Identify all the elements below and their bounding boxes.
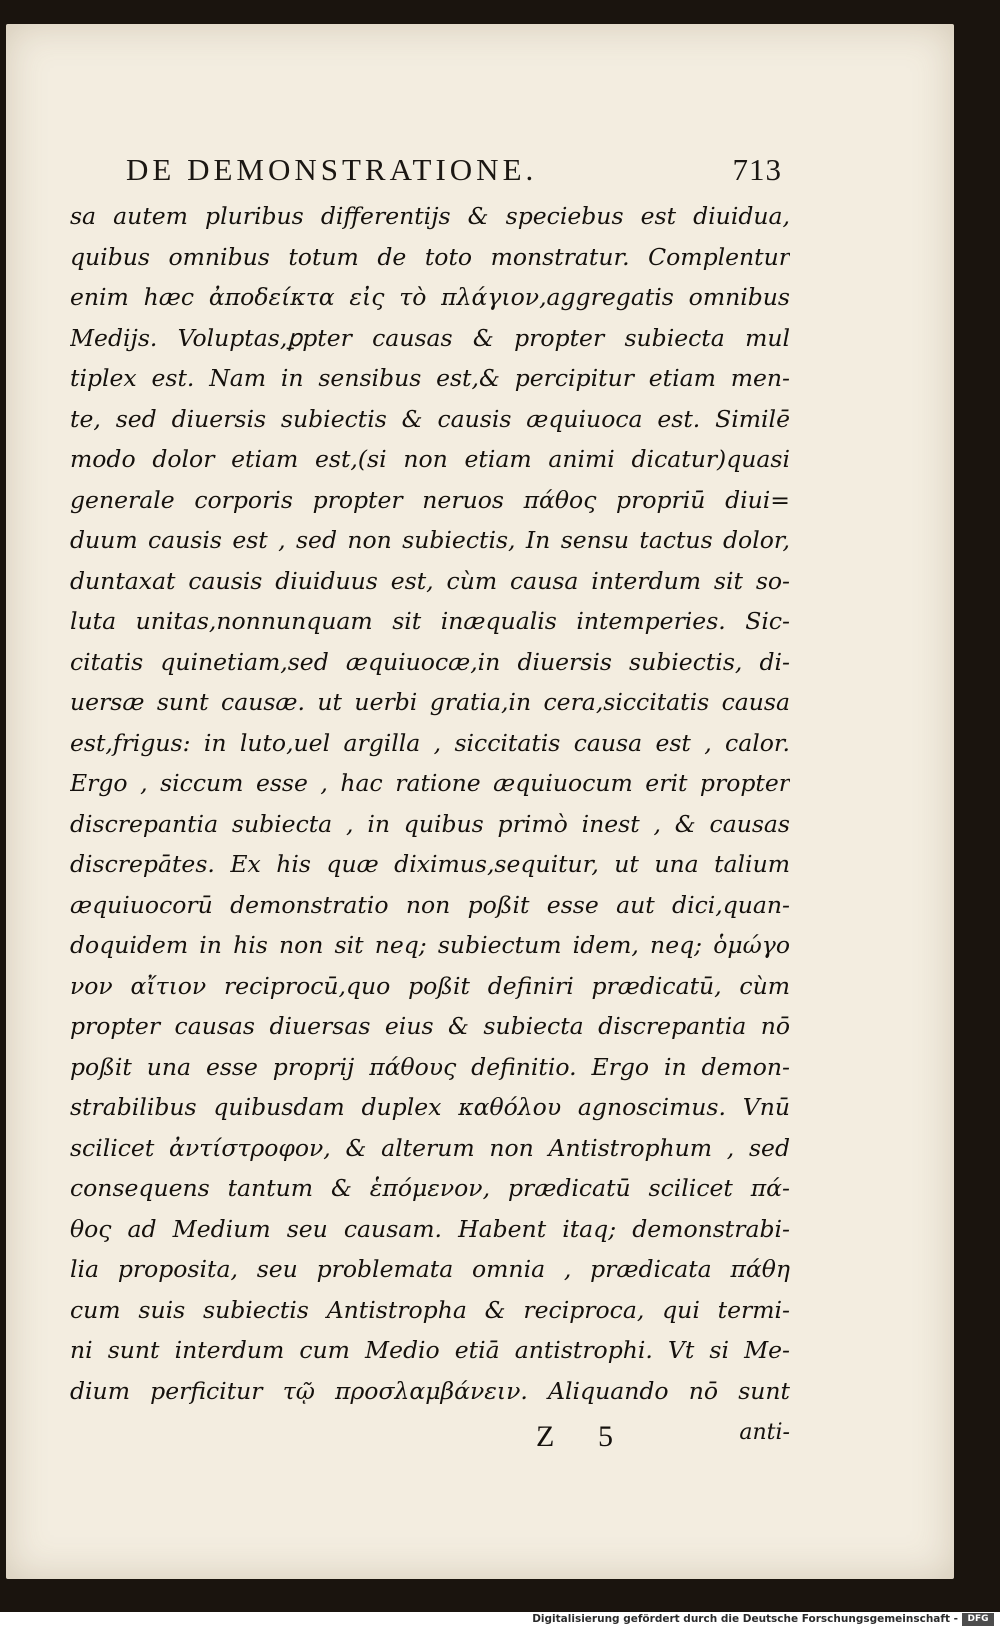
running-head (70, 152, 790, 196)
text-line: poßit una esse proprij πάθους definitio. Ergo in demon- (70, 1052, 790, 1081)
text-line: θος ad Medium seu causam. Habent itaq; demonstrabi- (70, 1214, 790, 1243)
text-line: Medijs. Voluptas,ꝑpter causas & propter subiecta mul (70, 323, 790, 352)
text-line: lia proposita, seu problemata omnia , prædicata πάθη (70, 1255, 790, 1283)
text-line: duum causis est , sed non subiectis, In sensu tactus dolor, (70, 526, 790, 554)
text-line: citatis quinetiam,sed æquiuocæ,in diuersis subiectis, di- (70, 647, 790, 676)
digitization-footer (0, 1612, 1000, 1628)
text-line: modo dolor etiam est,(si non etiam animi dicatur)quasi (70, 445, 790, 473)
text-line: tiplex est. Nam in sensibus est,& percipitur etiam men- (70, 364, 790, 392)
text-line: generale corporis propter neruos πάθος propriū diui= (70, 485, 790, 514)
text-line: consequens tantum & ἑπόμενον, prædicatū scilicet πά- (70, 1174, 790, 1202)
body-text (70, 196, 790, 1411)
funding-credit: Digitalisierung gefördert durch die Deutsche Forschungsgemeinschaft - (532, 1613, 958, 1625)
text-line: est,frigus: in luto,uel argilla , siccitatis causa est , calor. (70, 728, 790, 757)
text-line: luta unitas,nonnunquam sit inæqualis intemperies. Sic- (70, 607, 790, 635)
text-line: æquiuocorū demonstratio non poßit esse aut dici,quan- (70, 890, 790, 919)
text-line: νον αἴτιον reciprocū,quo poßit definiri prædicatū, cùm (70, 971, 790, 1000)
text-line: discrepantia subiecta , in quibus primò inest , & causas (70, 809, 790, 838)
text-line: quibus omnibus totum de toto monstratur. Complentur (70, 242, 790, 271)
catchword: anti- (739, 1420, 790, 1445)
text-line: te, sed diuersis subiectis & causis æquiuoca est. Similē (70, 404, 790, 433)
signature-mark: Z (536, 1420, 555, 1453)
text-line: duntaxat causis diuiduus est, cùm causa interdum sit so- (70, 566, 790, 595)
text-line: scilicet ἀντίστροφον, & alterum non Antistrophum , sed (70, 1133, 790, 1162)
signature-number: 5 (598, 1420, 613, 1453)
text-line: enim hæc ἀποδείκτα εἰς τὸ πλάγιον,aggregatis omnibus (70, 283, 790, 311)
page-text-block (70, 152, 790, 1411)
book-page (6, 24, 954, 1579)
text-line: uersæ sunt causæ. ut uerbi gratia,in cera,siccitatis causa (70, 688, 790, 716)
text-line: doquidem in his non sit neq; subiectum idem, neq; ὁμώγο (70, 931, 790, 959)
text-line: Ergo , siccum esse , hac ratione æquiuocum erit propter (70, 769, 790, 797)
text-line: cum suis subiectis Antistropha & reciproca, qui termi- (70, 1295, 790, 1324)
text-line: strabilibus quibusdam duplex καθόλου agnoscimus. Vnū (70, 1093, 790, 1121)
folio-number: 713 (732, 152, 782, 187)
text-line: sa autem pluribus differentijs & speciebus est diuidua, (70, 202, 790, 230)
text-line: ni sunt interdum cum Medio etiā antistrophi. Vt si Me- (70, 1336, 790, 1364)
text-line: discrepātes. Ex his quæ diximus,sequitur, ut una talium (70, 850, 790, 878)
running-head-title: DE DEMONSTRATIONE. (126, 152, 538, 187)
text-line: dium perficitur τῷ προσλαμβάνειν. Aliquando nō sunt (70, 1376, 790, 1405)
text-line: propter causas diuersas eius & subiecta discrepantia nō (70, 1012, 790, 1040)
dfg-logo-icon: DFG (962, 1613, 994, 1626)
